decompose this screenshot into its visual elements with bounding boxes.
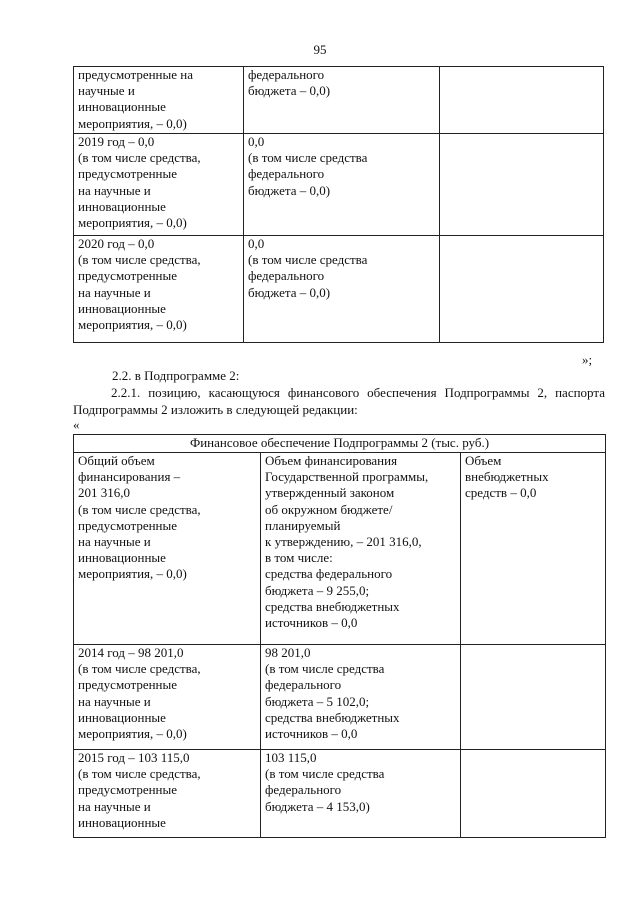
table-header: Финансовое обеспечение Подпрограммы 2 (тыс. руб.)	[74, 435, 606, 453]
section-heading: 2.2. в Подпрограмме 2:	[112, 368, 240, 383]
table-row	[74, 236, 604, 343]
table-cell: 0,0 (в том числе средства федерального бюджета – 0,0)	[244, 134, 440, 236]
table-cell: федерального бюджета – 0,0)	[244, 67, 440, 134]
table-continuation	[73, 66, 604, 343]
table-cell: 2014 год – 98 201,0 (в том числе средства, предусмотренные на научные и инновационные мероприятия, – 0,0)	[74, 645, 261, 750]
table-row	[74, 67, 604, 134]
table-cell	[461, 645, 606, 750]
table-cell: 0,0 (в том числе средства федерального бюджета – 0,0)	[244, 236, 440, 343]
table-cell: предусмотренные на научные и инновационные мероприятия, – 0,0)	[74, 67, 244, 134]
table-cell	[440, 67, 604, 134]
table-row	[74, 750, 606, 838]
table-cell	[461, 750, 606, 838]
table-cell: Общий объем финансирования – 201 316,0 (в том числе средства, предусмотренные на научные и инновационные мероприятия, – 0,0)	[74, 453, 261, 645]
table-cell	[440, 236, 604, 343]
table-cell: 2019 год – 0,0 (в том числе средства, предусмотренные на научные и инновационные мероприятия, – 0,0)	[74, 134, 244, 236]
body-paragraph: 2.2.1. позицию, касающуюся финансового обеспечения Подпрограммы 2, паспорта Подпрограммы 2 изложить в следующей редакции:	[73, 385, 605, 417]
page-number: 95	[313, 42, 327, 57]
table-cell: 98 201,0 (в том числе средства федерального бюджета – 5 102,0; средства внебюджетных источников – 0,0	[261, 645, 461, 750]
table-cell: 2015 год – 103 115,0 (в том числе средства, предусмотренные на научные и инновационные	[74, 750, 261, 838]
table-row	[74, 134, 604, 236]
table-row	[74, 453, 606, 645]
opening-quote: «	[73, 417, 80, 432]
closing-quote: »;	[582, 352, 593, 367]
table-cell: Объем внебюджетных средств – 0,0	[461, 453, 606, 645]
financing-table	[73, 434, 606, 838]
table-cell: Объем финансирования Государственной программы, утвержденный законом об окружном бюджете/ планируемый к утверждению, – 201 316,0, в том числе: средства федерального бюджета – 9 255,0; средства внебюджетных источников – 0,0	[261, 453, 461, 645]
table-cell: 103 115,0 (в том числе средства федерального бюджета – 4 153,0)	[261, 750, 461, 838]
table-cell: 2020 год – 0,0 (в том числе средства, предусмотренные на научные и инновационные мероприятия, – 0,0)	[74, 236, 244, 343]
table-header-row	[74, 435, 606, 453]
table-cell	[440, 134, 604, 236]
table-row	[74, 645, 606, 750]
